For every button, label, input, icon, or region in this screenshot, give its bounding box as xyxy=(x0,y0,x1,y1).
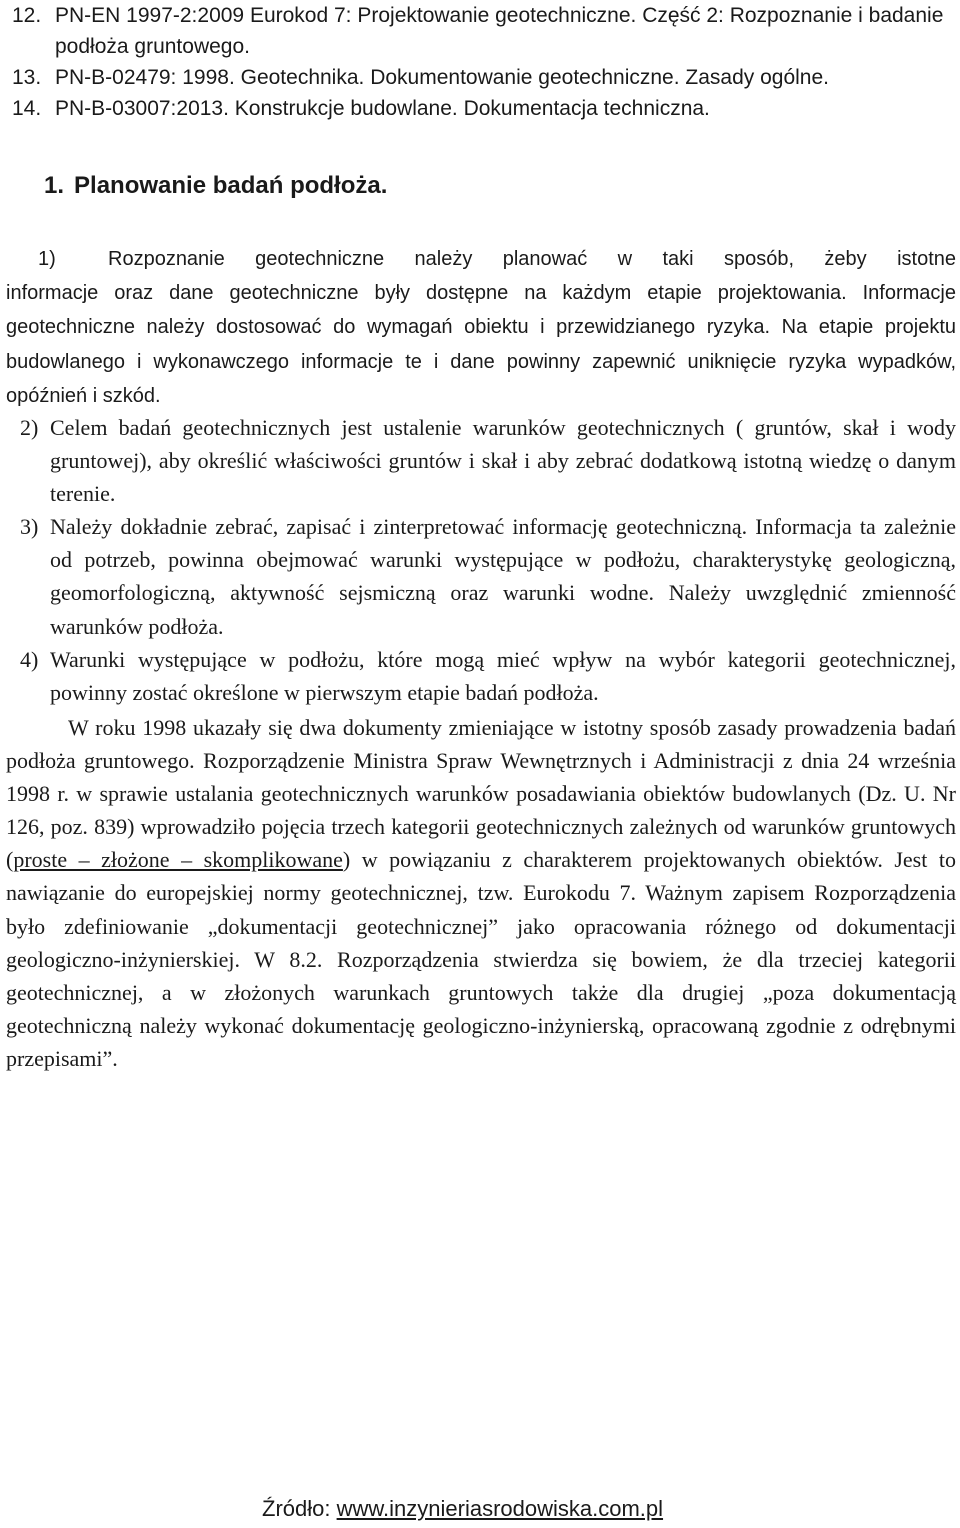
reference-text: PN-EN 1997-2:2009 Eurokod 7: Projektowanie geotechniczne. Część 2: Rozpoznanie i badanie podłoża gruntowego. xyxy=(55,4,944,58)
reference-number: 14. xyxy=(12,97,42,120)
reference-text: PN-B-02479: 1998. Geotechnika. Dokumentowanie geotechniczne. Zasady ogólne. xyxy=(55,66,829,89)
list-item-3 xyxy=(20,510,956,643)
reference-item xyxy=(12,0,960,62)
list-item-number: 2) xyxy=(20,415,39,440)
source-link[interactable]: www.inzynieriasrodowiska.com.pl xyxy=(336,1496,664,1521)
list-item-1 xyxy=(6,242,956,413)
list-item-text: Należy dokładnie zebrać, zapisać i zinterpretować informację geotechniczną. Informacja ta zależnie od potrzeb, powinna obejmować warunki występujące w podłożu, charakterystykę geologiczną, geomorfologiczną, aktywność sejsmiczną oraz warunki wodne. Należy uwzględnić zmienność warunków podłoża. xyxy=(50,514,956,639)
list-item-number: 4) xyxy=(20,647,39,672)
reference-item xyxy=(12,93,960,124)
list-item-number: 3) xyxy=(20,514,39,539)
source-label: Źródło: xyxy=(262,1496,337,1521)
list-item-lead-text: Rozpoznanie geotechniczne należy planować w taki sposób, żeby istotne xyxy=(108,248,956,270)
reference-number: 13. xyxy=(12,66,42,89)
reference-item xyxy=(12,62,960,93)
list-item-text: Celem badań geotechnicznych jest ustalenie warunków geotechnicznych ( gruntów, skał i wody gruntowej), aby określić właściwości gruntów i skał i aby zebrać dodatkową istotną wiedzę o danym terenie. xyxy=(50,415,956,507)
list-item-number: 1) xyxy=(38,248,56,270)
reference-number: 12. xyxy=(12,4,42,27)
section-heading xyxy=(44,170,387,202)
source-footer xyxy=(262,1494,663,1524)
list-item-first-line xyxy=(6,242,956,276)
list-item-4 xyxy=(20,643,956,709)
body-paragraph xyxy=(6,711,956,1075)
reference-text: PN-B-03007:2013. Konstrukcje budowlane. Dokumentacja techniczna. xyxy=(55,97,710,120)
section-number: 1. xyxy=(44,172,65,199)
category-terms: proste – złożone – skomplikowane xyxy=(13,847,343,873)
list-item-text: Warunki występujące w podłożu, które mogą mieć wpływ na wybór kategorii geotechnicznej, powinny zostać określone w pierwszym etapie badań podłoża. xyxy=(50,647,956,706)
list-item-2 xyxy=(20,411,956,511)
section-title: Planowanie badań podłoża. xyxy=(74,172,388,199)
body-text-end: ) w powiązaniu z charakterem projektowanych obiektów. Jest to nawiązanie do europejskiej normy geotechnicznej, tzw. Eurokodu 7. Ważnym zapisem Rozporządzenia było zdefiniowanie „dokumentacji geotechnicznej” jako opracowania różnego od dokumentacji geologiczno-inżynierskiej. W 8.2. Rozporządzenia stwierdza się bowiem, że dla trzeciej kategorii geotechnicznej, a w złożonych warunkach gruntowych także dla drugiej „poza dokumentacją geotechniczną należy wykonać dokumentację geologiczno-inżynierską, opracowaną zgodnie z odrębnymi przepisami”. xyxy=(6,847,956,1071)
list-item-text: informacje oraz dane geotechniczne były dostępne na każdym etapie projektowania. Informacje geotechniczne należy dostosować do wymagań obiektu i przewidzianego ryzyka. Na etapie projektu budowlanego i wykonawczego informacje te i dane powinny zapewnić uniknięcie ryzyka wypadków, opóźnień i szkód. xyxy=(6,282,956,407)
body-text-start: W roku 1998 ukazały się dwa dokumenty zmieniające w istotny sposób zasady prowadzenia badań podłoża gruntowego. Rozporządzenie Ministra Spraw Wewnętrznych i Administracji z dnia 24 września 1998 r. w sprawie ustalania geotechnicznych warunków posadawiania obiektów budowlanych (Dz. U. Nr 126, poz. 839) wprowadziło pojęcia trzech kategorii geotechnicznych zależnych od warunków gruntowych ( xyxy=(6,715,956,873)
